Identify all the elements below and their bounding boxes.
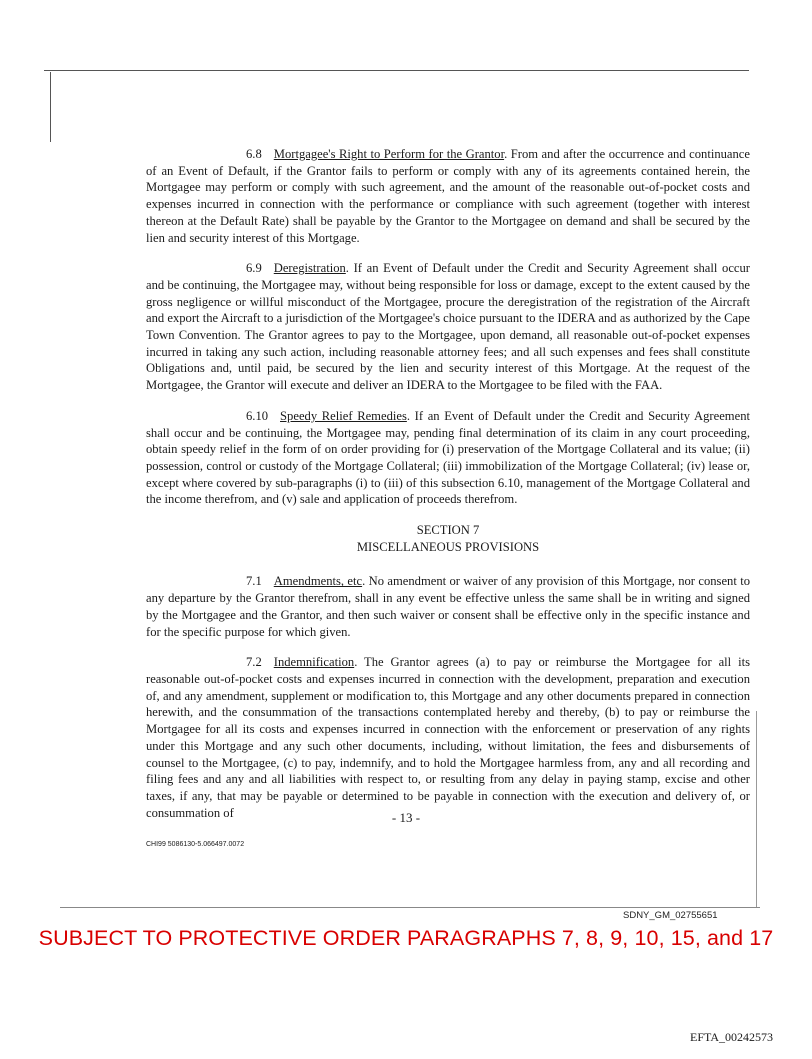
paragraph-6-9 xyxy=(146,260,750,394)
paragraph-7-2 xyxy=(146,654,750,821)
efta-number: EFTA_00242573 xyxy=(690,1030,774,1044)
paragraph-6-10 xyxy=(146,408,750,508)
section-heading-line2: MISCELLANEOUS PROVISIONS xyxy=(356,539,540,554)
right-margin-rule xyxy=(756,711,757,907)
section-title: Amendments, etc xyxy=(273,574,363,589)
section-number: 7.1 xyxy=(246,574,262,589)
section-text: . From and after the occurrence and continuance of an Event of Default, if the Grantor fails to perform or comply with any of its agreements contained herein, the Mortgagee may perform or comply with such agreement, and the amount of the reasonable out-of-pocket costs and expenses incurred in connection with the performance or compliance with such agreement (together with interest thereon at the Default Rate) shall be payable by the Grantor to the Mortgagee on demand and shall be secured by the lien and security interest of this Mortgage. xyxy=(146,147,750,245)
paragraph-6-8 xyxy=(146,146,750,246)
section-text: . No amendment or waiver of any provision of this Mortgage, nor consent to any departure by the Grantor therefrom, shall in any event be effective unless the same shall be in writing and signed by the Mortgagee and the Grantor, and then such waiver or consent shall be effective only in the specific instance and for the specific purpose for which given. xyxy=(146,574,750,639)
left-margin-rule xyxy=(50,72,51,142)
top-rule xyxy=(44,70,749,71)
section-text: . If an Event of Default under the Credit and Security Agreement shall occur and be continuing, the Mortgagee may, without being responsible for loss or damage, except to the extent caused by the gross negligence or willful misconduct of the Mortgagee, procure the deregistration of the registration of the Aircraft and export the Aircraft to a jurisdiction of the Mortgagee's choice pursuant to the IDERA and as authorized by the Cape Town Convention. The Grantor agrees to pay to the Mortgagee, upon demand, all reasonable out-of-pocket expenses incurred in taking any such action, including reasonable attorney fees; and all such expenses and fees shall constitute Obligations and, until paid, be secured by the lien and security interest of this Mortgage. At the request of the Mortgagee, the Grantor will execute and deliver an IDERA to the Mortgagee to be filed with the FAA. xyxy=(146,261,750,393)
protective-order-stamp: SUBJECT TO PROTECTIVE ORDER PARAGRAPHS 7, 8, 9, 10, 15, and 17 xyxy=(38,926,774,950)
bates-number: SDNY_GM_02755651 xyxy=(623,910,718,921)
document-body xyxy=(146,146,750,835)
section-title: Speedy Relief Remedies xyxy=(280,408,407,423)
section-title: Mortgagee's Right to Perform for the Grantor xyxy=(273,147,505,161)
paragraph-7-1 xyxy=(146,573,750,640)
section-title: Indemnification xyxy=(273,655,355,670)
section-7-heading xyxy=(146,522,750,555)
section-text: . If an Event of Default under the Credit and Security Agreement shall occur and be continuing, the Mortgagee may, pending final determination of its claim in any court proceeding, obtain speedy relief in the form of on order providing for (i) preservation of the Mortgage Collateral and its value; (ii) possession, control or custody of the Mortgage Collateral; (iii) immobilization of the Mortgage Collateral; (iv) lease or, except where covered by sub-paragraphs (i) to (iii) of this subsection 6.10, management of the Mortgage Collateral and the income therefrom, and (v) sale and application of proceeds therefrom. xyxy=(146,408,750,507)
bottom-rule xyxy=(60,907,760,908)
section-number: 7.2 xyxy=(246,655,262,670)
section-number: 6.10 xyxy=(246,408,269,423)
section-heading-line1: SECTION 7 xyxy=(416,523,480,538)
page-number: - 13 - xyxy=(391,810,421,825)
document-id: CHI99 5086130-5.066497.0072 xyxy=(146,841,245,848)
section-number: 6.8 xyxy=(246,147,262,161)
section-number: 6.9 xyxy=(246,261,262,276)
section-title: Deregistration xyxy=(273,261,346,276)
section-text: . The Grantor agrees (a) to pay or reimburse the Mortgagee for all its reasonable out-of-pocket costs and expenses incurred in connection with the development, preparation and execution of, and any amendment, supplement or modification to, this Mortgage and any other documents prepared in connection herewith, and the consummation of the transactions contemplated hereby and thereby, (b) to pay or reimburse the Mortgagee for all its costs and expenses incurred in connection with the enforcement or preservation of any rights under this Mortgage and any such other documents, including, without limitation, the fees and disbursements of counsel to the Mortgagee, (c) to pay, indemnify, and to hold the Mortgagee harmless from, any and all recording and filing fees and any and all liabilities with respect to, or resulting from any delay in paying stamp, excise and other taxes, if any, that may be payable or determined to be payable in connection with the execution and delivery of, or consummation of xyxy=(146,655,750,820)
